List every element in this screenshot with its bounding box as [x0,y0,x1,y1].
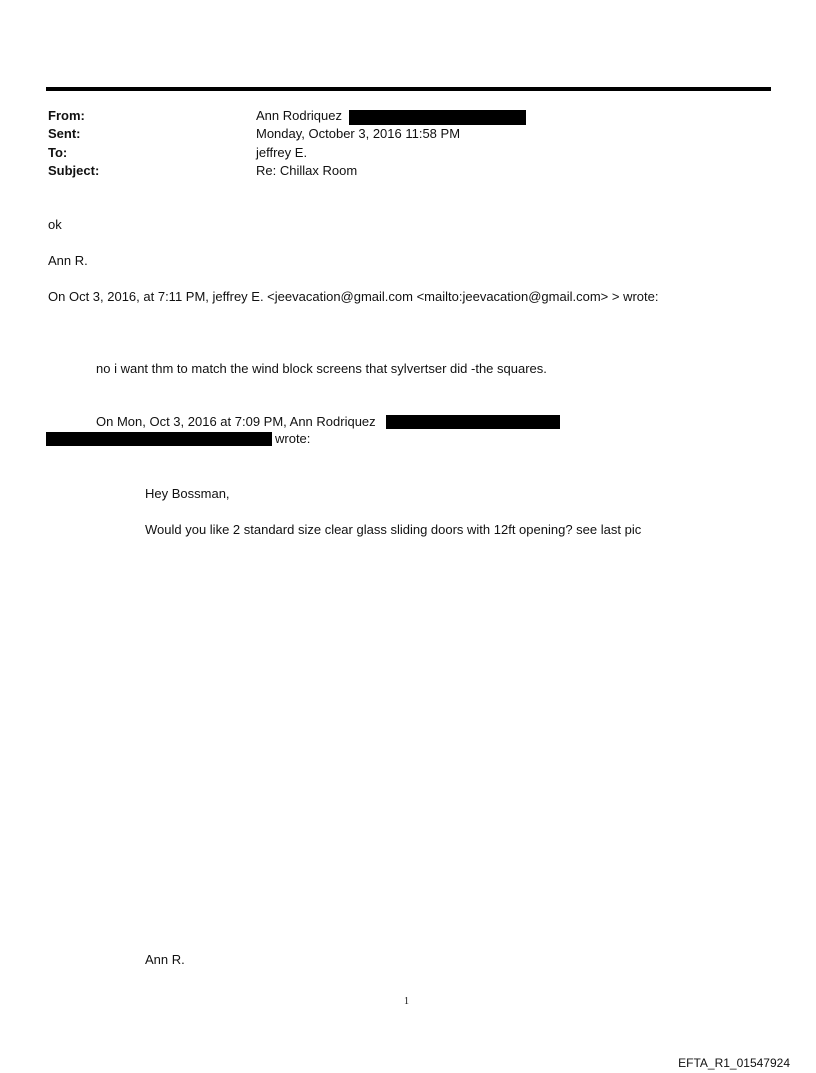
redaction-sender-email-continued [46,432,272,446]
subject-value: Re: Chillax Room [256,163,358,178]
quoted-message: Would you like 2 standard size clear glass sliding doors with 12ft opening? see last pic [145,522,642,537]
redaction-sender-email [386,415,560,429]
signature: Ann R. [48,253,88,268]
redaction-from-email [349,110,526,125]
quote-intro-end: wrote: [275,431,311,446]
to-label: To: [48,145,68,160]
from-value: Ann Rodriquez [256,108,342,123]
greeting: Hey Bossman, [145,486,230,501]
page-number: 1 [404,996,409,1007]
sent-label: Sent: [48,126,81,141]
quoted-message: no i want thm to match the wind block screens that sylvertser did -the squares. [96,361,547,376]
quote-intro: On Mon, Oct 3, 2016 at 7:09 PM, Ann Rodriquez [96,414,376,429]
header-rule [46,87,771,91]
quote-intro: On Oct 3, 2016, at 7:11 PM, jeffrey E. <jeevacation@gmail.com <mailto:jeevacation@gmail.com> > wrote: [48,289,659,304]
reply-text: ok [48,217,62,232]
sent-value: Monday, October 3, 2016 11:58 PM [256,126,461,141]
to-value: jeffrey E. [256,145,308,160]
signature: Ann R. [145,952,185,967]
subject-label: Subject: [48,163,100,178]
document-id: EFTA_R1_01547924 [678,1056,790,1070]
from-label: From: [48,108,85,123]
